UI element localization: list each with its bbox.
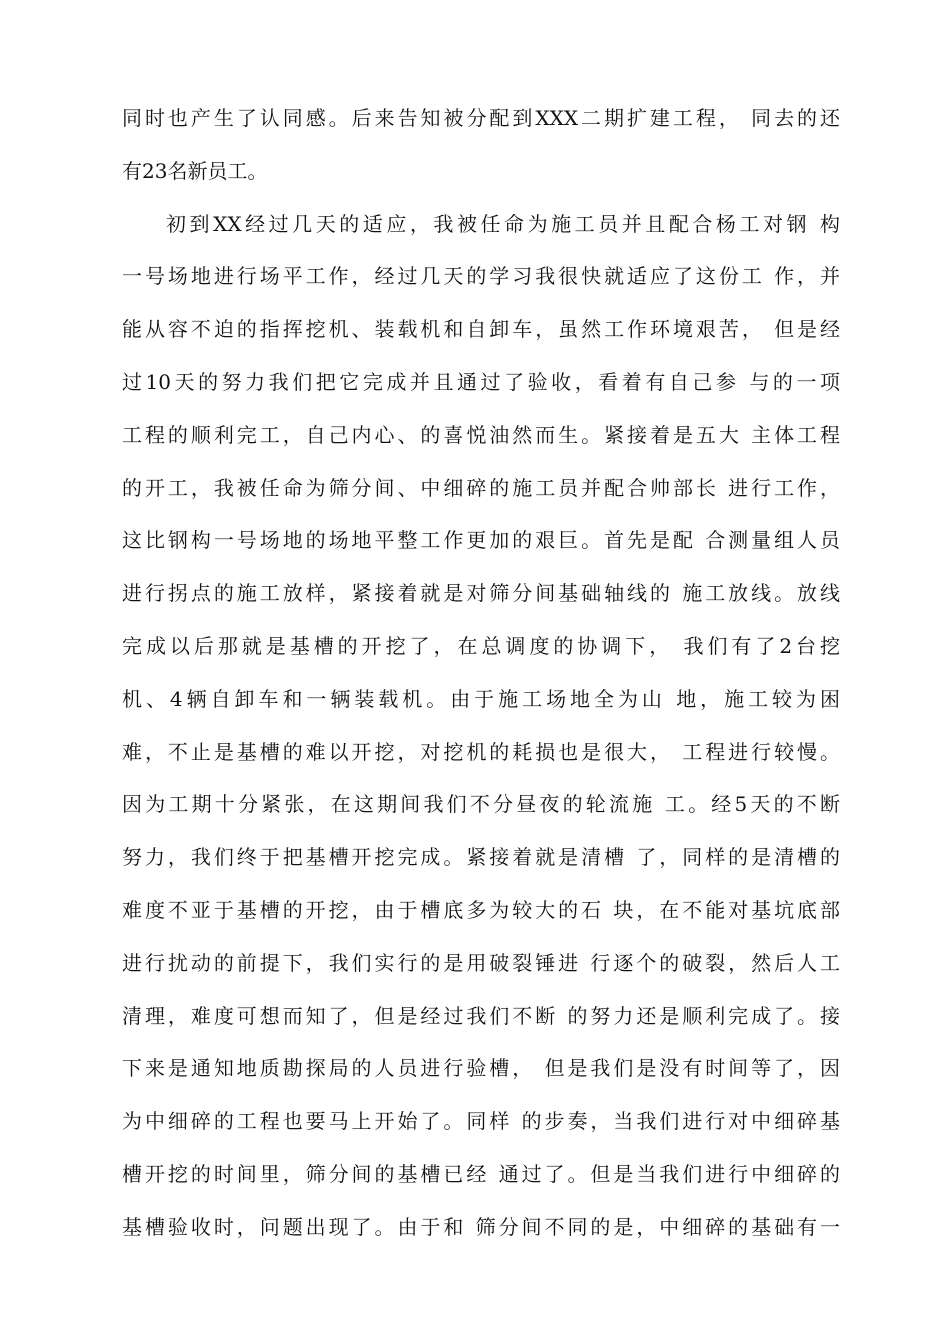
text-line: 下来是通知地质勘探局的人员进行验槽， 但是我们是没有时间等了，因 [122,1056,840,1081]
text-line: 工程的顺利完工，自己内心、的喜悦油然而生。紧接着是五大 主体工程 [122,422,840,447]
body-text [122,92,840,1254]
text-line: 槽开挖的时间里，筛分间的基槽已经 通过了。但是当我们进行中细碎的 [122,1161,840,1186]
text-line: 难，不止是基槽的难以开挖，对挖机的耗损也是很大， 工程进行较慢。 [122,739,840,764]
text-line: 这比钢构一号场地的场地平整工作更加的艰巨。首先是配 合测量组人员 [122,528,840,553]
text-line: 完成以后那就是基槽的开挖了，在总调度的协调下， 我们有了2台挖 [122,633,840,658]
text-line: 一号场地进行场平工作，经过几天的学习我很快就适应了这份工 作，并 [122,264,840,289]
text-line: 进行扰动的前提下，我们实行的是用破裂锤进 行逐个的破裂，然后人工 [122,950,840,975]
text-line: 过10天的努力我们把它完成并且通过了验收，看着有自己参 与的一项 [122,369,840,394]
text-line: 的开工，我被任命为筛分间、中细碎的施工员并配合帅部长 进行工作， [122,475,840,500]
text-line: 能从容不迫的指挥挖机、装载机和自卸车，虽然工作环境艰苦， 但是经 [122,317,840,342]
text-line: 同时也产生了认同感。后来告知被分配到XXX二期扩建工程， 同去的还 [122,106,840,130]
text-line: 难度不亚于基槽的开挖，由于槽底多为较大的石 块，在不能对基坑底部 [122,897,840,922]
text-line: 基槽验收时，问题出现了。由于和 筛分间不同的是，中细碎的基础有一 [122,1214,840,1239]
text-line: 为中细碎的工程也要马上开始了。同样 的步奏，当我们进行对中细碎基 [122,1109,840,1134]
text-line: 有23名新员工。 [122,158,268,183]
text-line: 因为工期十分紧张，在这期间我们不分昼夜的轮流施 工。经5天的不断 [122,792,840,817]
text-line: 进行拐点的施工放样，紧接着就是对筛分间基础轴线的 施工放线。放线 [122,581,840,606]
text-line: 初到XX经过几天的适应，我被任命为施工员并且配合杨工对钢 构 [166,211,840,236]
text-line: 努力，我们终于把基槽开挖完成。紧接着就是清槽 了，同样的是清槽的 [122,845,840,870]
text-line: 机、4辆自卸车和一辆装载机。由于施工场地全为山 地，施工较为困 [122,686,840,711]
text-line: 清理，难度可想而知了，但是经过我们不断 的努力还是顺利完成了。接 [122,1003,840,1028]
